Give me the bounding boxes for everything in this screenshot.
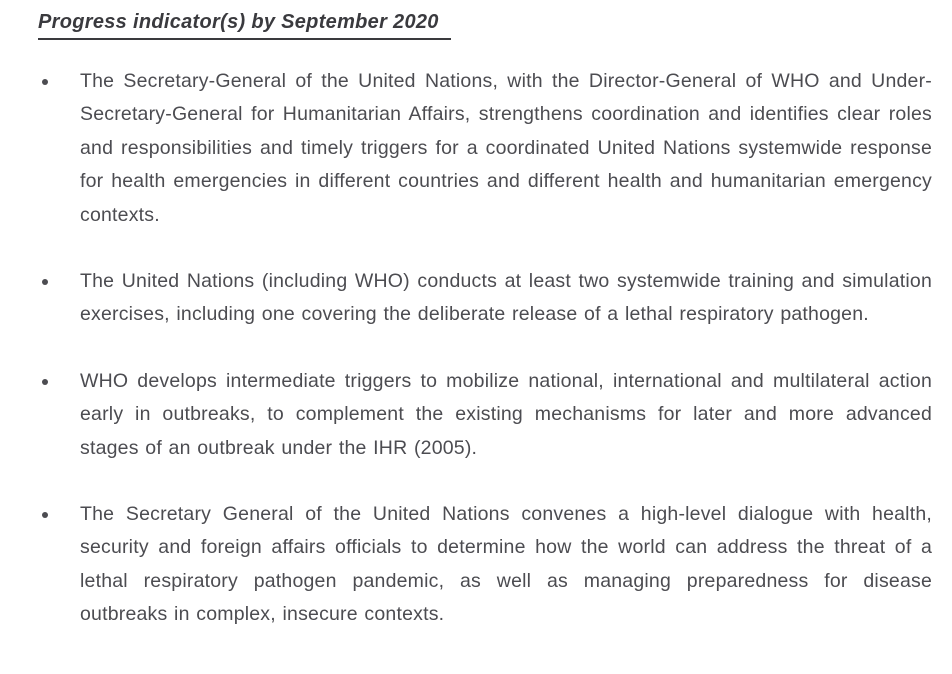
bullet-text: The Secretary General of the United Nations convenes a high-level dialogue with health, security and foreign affairs officials to determine how the world can address the threat of a lethal respiratory pathogen pandemic, as well as managing preparedness for disease outbreaks in complex, insecure contexts. <box>80 503 932 626</box>
list-item <box>38 265 932 332</box>
bullet-list <box>38 65 932 632</box>
bullet-text: WHO develops intermediate triggers to mobilize national, international and multilateral action early in outbreaks, to complement the existing mechanisms for later and more advanced stages of an outbreak under the IHR (2005). <box>80 369 932 459</box>
bullet-text: The United Nations (including WHO) conducts at least two systemwide training and simulation exercises, including one covering the deliberate release of a lethal respiratory pathogen. <box>80 270 932 326</box>
bullet-icon <box>42 512 48 518</box>
list-item <box>38 365 932 465</box>
section-heading <box>38 8 932 40</box>
list-item <box>38 65 932 232</box>
bullet-icon <box>42 79 48 85</box>
section-heading-text: Progress indicator(s) by September 2020 <box>38 8 451 40</box>
list-item <box>38 498 932 632</box>
bullet-icon <box>42 379 48 385</box>
bullet-text: The Secretary-General of the United Nations, with the Director-General of WHO and Under-Secretary-General for Humanitarian Affairs, strengthens coordination and identifies clear roles and responsibilities and timely triggers for a coordinated United Nations systemwide response for health emergencies in different countries and different health and humanitarian emergency contexts. <box>80 70 932 226</box>
bullet-icon <box>42 279 48 285</box>
